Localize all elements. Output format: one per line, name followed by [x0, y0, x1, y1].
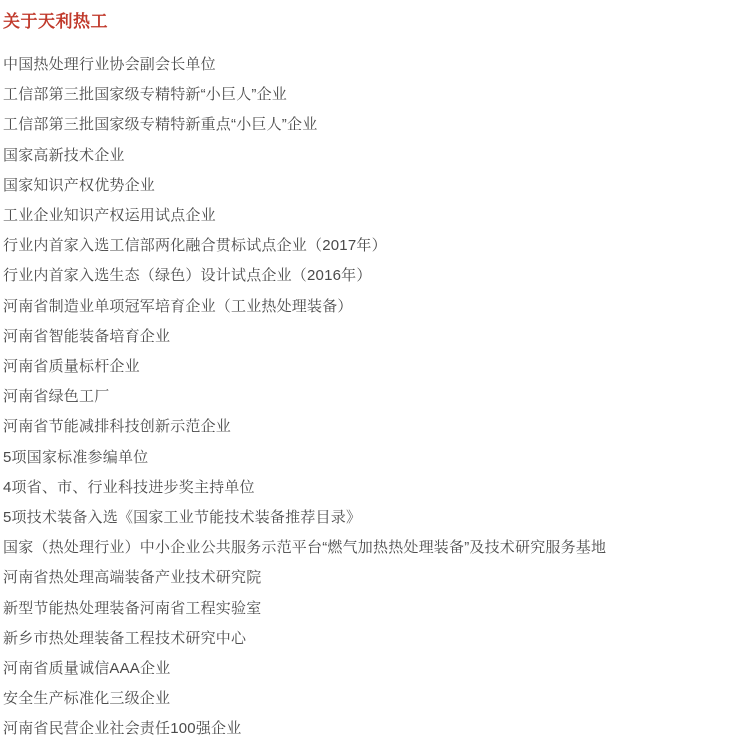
list-item: 河南省智能装备培育企业 [3, 327, 171, 345]
list-item: 中国热处理行业协会副会长单位 [3, 56, 216, 73]
list-item: 河南省质量标杆企业 [3, 358, 140, 376]
list-item: 行业内首家入选生态（绿色）设计试点企业（2016年） [3, 267, 372, 285]
list-item: 河南省热处理高端装备产业技术研究院 [3, 569, 262, 587]
list-item: 河南省质量诚信AAA企业 [3, 660, 171, 678]
list-item: 4项省、市、行业科技进步奖主持单位 [3, 478, 255, 496]
list-item: 国家知识产权优势企业 [3, 176, 156, 194]
list-item: 行业内首家入选工信部两化融合贯标试点企业（2017年） [3, 237, 387, 255]
credentials-list [3, 50, 745, 745]
list-item: 河南省制造业单项冠军培育企业（工业热处理装备） [3, 297, 353, 315]
list-item: 工业企业知识产权运用试点企业 [3, 207, 216, 225]
list-item: 安全生产标准化三级企业 [3, 690, 171, 708]
list-item: 河南省节能减排科技创新示范企业 [3, 418, 232, 436]
list-item: 5项技术装备入选《国家工业节能技术装备推荐目录》 [3, 509, 362, 527]
list-item: 国家高新技术企业 [3, 146, 125, 164]
list-item: 新型节能热处理装备河南省工程实验室 [3, 599, 262, 617]
list-item: 河南省民营企业社会责任100强企业 [3, 720, 242, 738]
list-item: 5项国家标准参编单位 [3, 448, 149, 466]
list-item: 新乡市热处理装备工程技术研究中心 [3, 629, 247, 647]
page-title: 关于天利热工 [3, 12, 108, 31]
list-item: 工信部第三批国家级专精特新“小巨人”企业 [3, 86, 287, 104]
list-item: 河南省绿色工厂 [3, 388, 110, 406]
list-item: 国家（热处理行业）中小企业公共服务示范平台“燃气加热热处理装备”及技术研究服务基地 [3, 539, 607, 557]
list-item: 工信部第三批国家级专精特新重点“小巨人”企业 [3, 116, 318, 134]
